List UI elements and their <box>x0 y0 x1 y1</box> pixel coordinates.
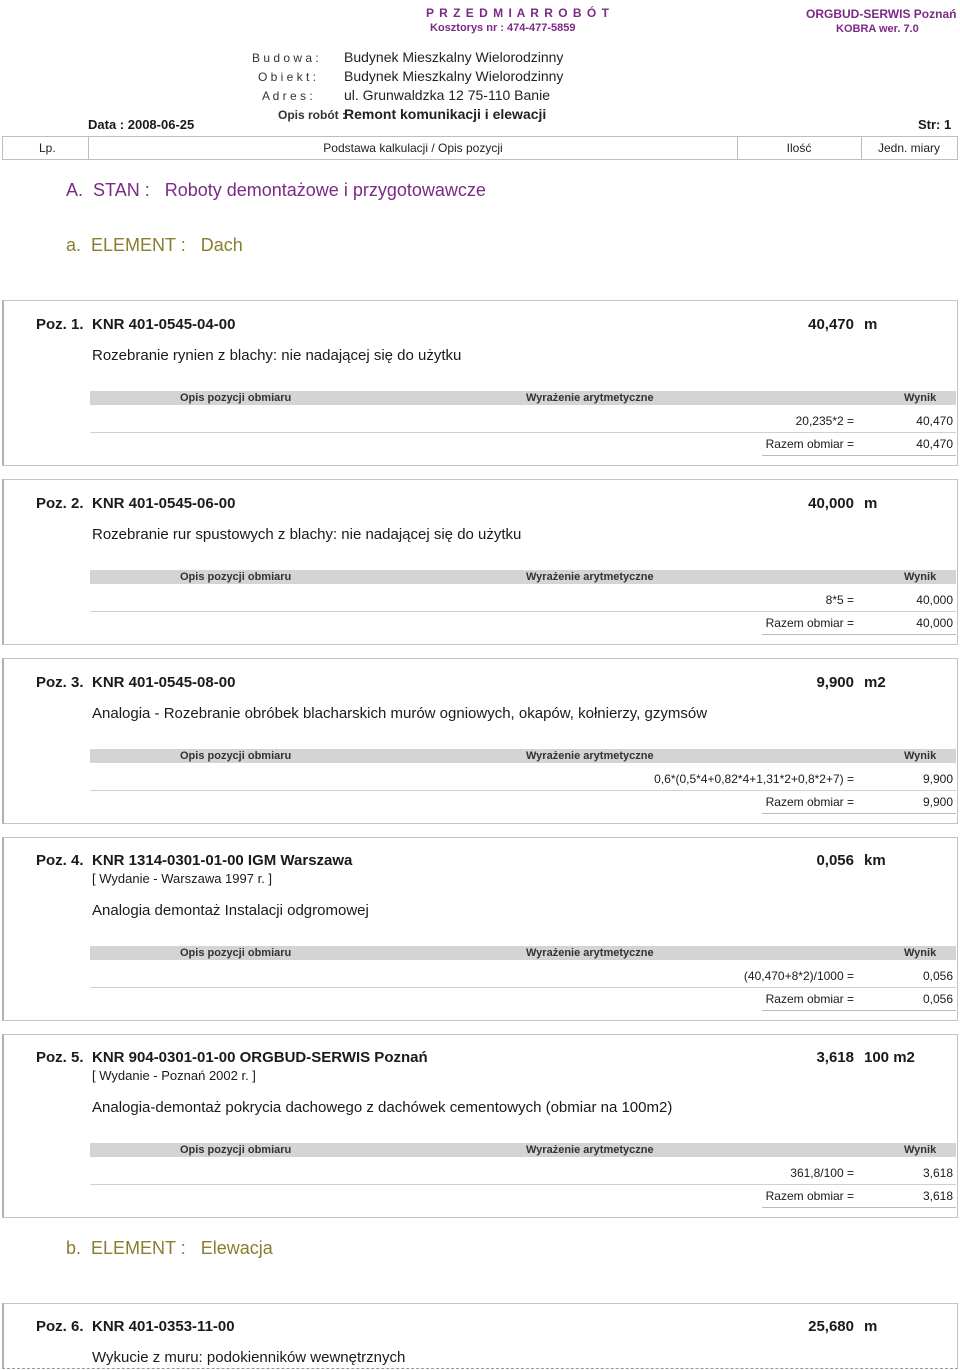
position-description: Analogia demontaż Instalacji odgromowej <box>92 902 369 919</box>
position-quantity: 0,056 <box>816 852 854 869</box>
position-unit: m <box>864 316 878 333</box>
divider <box>762 455 956 456</box>
measure-header-wynik: Wynik <box>904 392 937 404</box>
position-description: Rozebranie rur spustowych z blachy: nie nadającej się do użytku <box>92 526 522 543</box>
document-date: Data : 2008-06-25 <box>88 117 195 132</box>
position-number: Poz. 1. <box>36 316 84 333</box>
measure-expression: (40,470+8*2)/1000 = <box>743 969 854 983</box>
position-code: KNR 401-0353-11-00 <box>92 1318 235 1335</box>
element-a-heading: a. ELEMENT : Dach <box>66 235 243 255</box>
position-quantity: 3,618 <box>816 1049 854 1066</box>
measure-header <box>90 570 956 584</box>
measure-header-wynik: Wynik <box>904 571 937 583</box>
position-edition-note: [ Wydanie - Warszawa 1997 r. ] <box>92 871 273 886</box>
measure-expression: 361,8/100 = <box>790 1166 854 1180</box>
measure-header <box>90 946 956 960</box>
position-edition-note: [ Wydanie - Poznań 2002 r. ] <box>92 1068 256 1083</box>
measure-header-wynik: Wynik <box>904 750 937 762</box>
budowa-value: Budynek Mieszkalny Wielorodzinny <box>344 49 564 65</box>
razem-total: 40,470 <box>916 437 953 451</box>
budowa-label: B u d o w a : <box>252 51 319 65</box>
position-unit: m2 <box>864 674 886 691</box>
divider <box>762 813 956 814</box>
razem-label: Razem obmiar = <box>765 795 854 809</box>
position-unit: m <box>864 1318 878 1335</box>
measure-header-opis: Opis pozycji obmiaru <box>180 947 292 959</box>
measure-result: 9,900 <box>922 772 953 786</box>
position-number: Poz. 5. <box>36 1049 84 1066</box>
position-quantity: 40,000 <box>808 495 854 512</box>
page-number: Str: 1 <box>918 117 952 132</box>
razem-label: Razem obmiar = <box>765 1189 854 1203</box>
position-number: Poz. 6. <box>36 1318 84 1335</box>
position-quantity: 25,680 <box>808 1318 854 1335</box>
measure-header <box>90 1143 956 1157</box>
divider <box>90 432 956 433</box>
position-description: Wykucie z muru: podokienników wewnętrznych <box>92 1349 406 1366</box>
position-code: KNR 401-0545-06-00 <box>92 495 236 512</box>
measure-header-wyrazenie: Wyrażenie arytmetyczne <box>526 392 654 404</box>
position-code: KNR 1314-0301-01-00 IGM Warszawa <box>92 852 353 869</box>
position-quantity: 40,470 <box>808 316 854 333</box>
measure-header-opis: Opis pozycji obmiaru <box>180 392 292 404</box>
measure-header-wynik: Wynik <box>904 947 937 959</box>
divider <box>762 634 956 635</box>
divider <box>762 1207 956 1208</box>
position-number: Poz. 4. <box>36 852 84 869</box>
measure-result: 3,618 <box>922 1166 953 1180</box>
divider <box>90 1184 956 1185</box>
divider <box>90 611 956 612</box>
razem-label: Razem obmiar = <box>765 437 854 451</box>
opis-robot-value: Remont komunikacji i elewacji <box>344 106 547 122</box>
measure-header-wyrazenie: Wyrażenie arytmetyczne <box>526 750 654 762</box>
razem-label: Razem obmiar = <box>765 616 854 630</box>
razem-label: Razem obmiar = <box>765 992 854 1006</box>
position-code: KNR 401-0545-08-00 <box>92 674 236 691</box>
adres-value: ul. Grunwaldzka 12 75-110 Banie <box>344 87 550 103</box>
opis-robot-label: Opis robót : <box>278 108 346 122</box>
column-lp: Lp. <box>3 137 89 159</box>
measure-result: 40,000 <box>916 593 953 607</box>
position-number: Poz. 3. <box>36 674 84 691</box>
measure-header-wyrazenie: Wyrażenie arytmetyczne <box>526 1144 654 1156</box>
measure-result: 0,056 <box>922 969 953 983</box>
measure-header-opis: Opis pozycji obmiaru <box>180 1144 292 1156</box>
position-description: Analogia-demontaż pokrycia dachowego z dachówek cementowych (obmiar na 100m2) <box>92 1099 673 1116</box>
position-description: Analogia - Rozebranie obróbek blacharskich murów ogniowych, okapów, kołnierzy, gzymsów <box>92 705 708 722</box>
position-description: Rozebranie rynien z blachy: nie nadającej się do użytku <box>92 347 462 364</box>
measure-expression: 20,235*2 = <box>795 414 854 428</box>
measure-header-wyrazenie: Wyrażenie arytmetyczne <box>526 947 654 959</box>
stan-heading: A. STAN : Roboty demontażowe i przygotowawcze <box>66 180 486 200</box>
divider <box>90 987 956 988</box>
razem-total: 3,618 <box>922 1189 953 1203</box>
razem-total: 9,900 <box>922 795 953 809</box>
razem-total: 0,056 <box>922 992 953 1006</box>
estimate-number: Kosztorys nr : 474-477-5859 <box>430 22 576 34</box>
divider <box>90 790 956 791</box>
measure-header-wyrazenie: Wyrażenie arytmetyczne <box>526 571 654 583</box>
element-b-heading: b. ELEMENT : Elewacja <box>66 1238 273 1258</box>
measure-expression: 0,6*(0,5*4+0,82*4+1,31*2+0,8*2+7) = <box>654 772 854 786</box>
position-code: KNR 904-0301-01-00 ORGBUD-SERWIS Poznań <box>92 1049 428 1066</box>
measure-header-opis: Opis pozycji obmiaru <box>180 750 292 762</box>
column-header-bar <box>2 136 958 160</box>
measure-header-wynik: Wynik <box>904 1144 937 1156</box>
position-code: KNR 401-0545-04-00 <box>92 316 236 333</box>
adres-label: A d r e s : <box>262 89 313 103</box>
position-quantity: 9,900 <box>816 674 854 691</box>
measure-header <box>90 391 956 405</box>
column-podstawa: Podstawa kalkulacji / Opis pozycji <box>89 137 738 159</box>
obiekt-label: O b i e k t : <box>258 70 317 84</box>
position-unit: 100 m2 <box>864 1049 915 1066</box>
razem-total: 40,000 <box>916 616 953 630</box>
column-ilosc: Ilość <box>737 137 862 159</box>
measure-result: 40,470 <box>916 414 953 428</box>
position-unit: km <box>864 852 886 869</box>
software-version: KOBRA wer. 7.0 <box>836 23 919 35</box>
document-title: P R Z E D M I A R R O B Ó T <box>426 6 610 20</box>
measure-expression: 8*5 = <box>825 593 854 607</box>
position-number: Poz. 2. <box>36 495 84 512</box>
position-unit: m <box>864 495 878 512</box>
measure-header-opis: Opis pozycji obmiaru <box>180 571 292 583</box>
measure-header <box>90 749 956 763</box>
column-jedn: Jedn. miary <box>877 141 941 155</box>
obiekt-value: Budynek Mieszkalny Wielorodzinny <box>344 68 564 84</box>
divider <box>762 1010 956 1011</box>
company-name: ORGBUD-SERWIS Poznań <box>806 7 957 21</box>
